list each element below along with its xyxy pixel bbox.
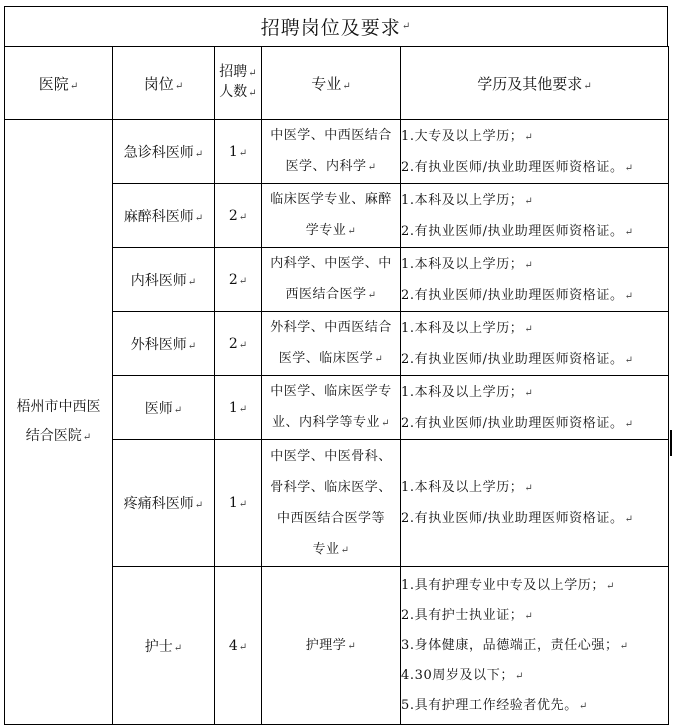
- requirement-line: 1.本科及以上学历；↵: [401, 256, 534, 272]
- major-cell: 临床医学专业、麻醉 学专业↵: [262, 184, 401, 248]
- position-cell: 疼痛科医师↵: [113, 440, 215, 567]
- requirement-line: 4.30周岁及以下；↵: [401, 667, 524, 683]
- count-cell: 1↵: [215, 440, 262, 567]
- paragraph-mark: ↵: [401, 21, 412, 32]
- header-position: 岗位↵: [113, 47, 215, 120]
- count-cell: 1↵: [215, 120, 262, 184]
- position-cell: 急诊科医师↵: [113, 120, 215, 184]
- position-cell: 外科医师↵: [113, 312, 215, 376]
- position-cell: 护士↵: [113, 567, 215, 725]
- hospital-cell: 梧州市中西医 结合医院↵: [5, 120, 113, 725]
- header-hospital: 医院↵: [5, 47, 113, 120]
- table-row: [5, 120, 669, 184]
- count-cell: 2↵: [215, 184, 262, 248]
- requirements-cell: [401, 184, 669, 248]
- header-count: 招聘↵ 人数↵: [215, 47, 262, 120]
- position-cell: 麻醉科医师↵: [113, 184, 215, 248]
- requirement-line: 1.本科及以上学历；↵: [401, 192, 534, 208]
- major-cell: 中医学、临床医学专 业、内科学等专业↵: [262, 376, 401, 440]
- requirement-line: 1.本科及以上学历；↵: [401, 384, 534, 400]
- requirements-cell: [401, 248, 669, 312]
- count-cell: 4↵: [215, 567, 262, 725]
- recruitment-table: [4, 46, 669, 725]
- position-cell: 内科医师↵: [113, 248, 215, 312]
- count-cell: 2↵: [215, 312, 262, 376]
- requirement-line: 1.具有护理专业中专及以上学历；↵: [401, 577, 615, 593]
- requirement-line: 1.本科及以上学历；↵: [401, 480, 534, 495]
- requirements-cell: [401, 376, 669, 440]
- requirement-line: 5.具有护理工作经验者优先。↵: [401, 697, 588, 713]
- page-edge-marker: [670, 430, 672, 456]
- requirement-line: 2.有执业医师/执业助理医师资格证。↵: [401, 511, 634, 526]
- requirements-cell: [401, 120, 669, 184]
- requirement-line: 2.有执业医师/执业助理医师资格证。↵: [401, 351, 634, 367]
- count-cell: 2↵: [215, 248, 262, 312]
- requirement-line: 3.身体健康，品德端正，责任心强；↵: [401, 637, 629, 653]
- requirement-line: 1.本科及以上学历；↵: [401, 320, 534, 336]
- position-cell: 医师↵: [113, 376, 215, 440]
- requirement-line: 1.大专及以上学历；↵: [401, 128, 534, 144]
- requirement-line: 2.有执业医师/执业助理医师资格证。↵: [401, 223, 634, 239]
- table-title: [4, 6, 668, 46]
- requirements-cell: [401, 312, 669, 376]
- major-cell: 外科学、中西医结合 医学、临床医学↵: [262, 312, 401, 376]
- major-cell: 内科学、中医学、中 西医结合医学↵: [262, 248, 401, 312]
- header-requirements: 学历及其他要求↵: [401, 47, 669, 120]
- major-cell: 中医学、中西医结合 医学、内科学↵: [262, 120, 401, 184]
- requirement-line: 2.具有护士执业证；↵: [401, 607, 534, 623]
- header-row: [5, 47, 669, 120]
- title-text: 招聘岗位及要求: [260, 17, 401, 39]
- header-major: 专业↵: [262, 47, 401, 120]
- requirement-line: 2.有执业医师/执业助理医师资格证。↵: [401, 159, 634, 175]
- requirements-cell: [401, 567, 669, 725]
- count-cell: 1↵: [215, 376, 262, 440]
- major-cell: 护理学↵: [262, 567, 401, 725]
- requirements-cell: [401, 440, 669, 567]
- requirement-line: 2.有执业医师/执业助理医师资格证。↵: [401, 415, 634, 431]
- requirement-line: 2.有执业医师/执业助理医师资格证。↵: [401, 287, 634, 303]
- major-cell: 中医学、中医骨科、 骨科学、临床医学、 中西医结合医学等 专业↵: [262, 440, 401, 567]
